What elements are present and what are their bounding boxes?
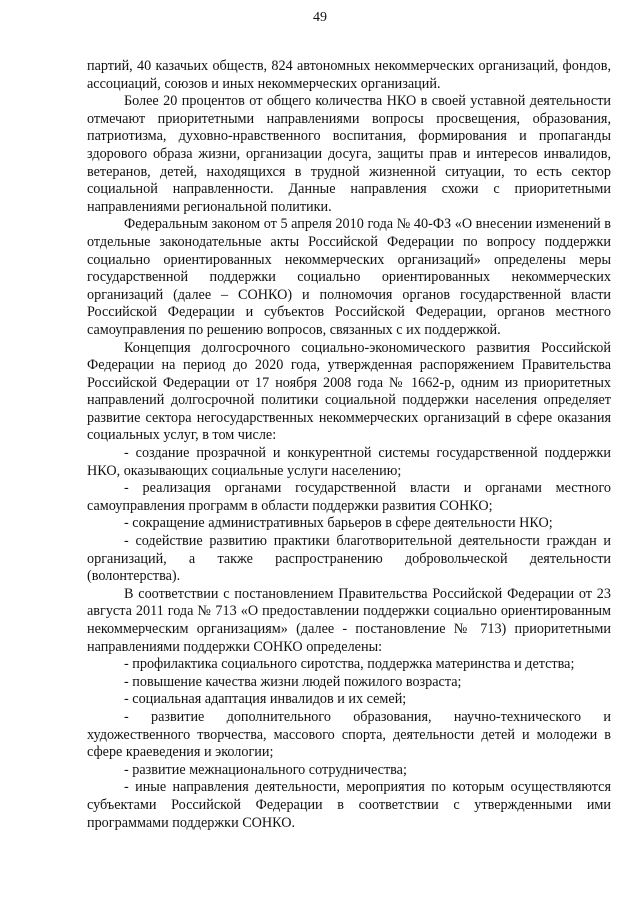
paragraph: - развитие дополнительного образования, научно-технического и художественного творчества, массового спорта, деятельности детей и молодежи в сфере краеведения и экологии; — [87, 708, 611, 761]
paragraph: - развитие межнационального сотрудничества; — [124, 761, 407, 778]
paragraph: Более 20 процентов от общего количества НКО в своей уставной деятельности отмечают приоритетными направлениями вопросы просвещения, образования, патриотизма, духовно-нравственного воспитания, формирования и пропаганды здорового образа жизни, организации досуга, защиты прав и интересов инвалидов, ветеранов, детей, находящихся в трудной жизненной ситуации, то есть сектор социальной направленности. Данные направления схожи с приоритетными направлениями региональной политики. — [87, 93, 611, 215]
paragraph: - создание прозрачной и конкурентной системы государственной поддержки НКО, оказывающих социальные услуги населению; — [87, 445, 611, 479]
body-text — [87, 58, 611, 832]
paragraph: - содействие развитию практики благотворительной деятельности граждан и организаций, а также распространению добровольческой деятельности (волонтерства). — [87, 533, 611, 585]
paragraph: - профилактика социального сиротства, поддержка материнства и детства; — [124, 656, 575, 673]
paragraph: В соответствии с постановлением Правительства Российской Федерации от 23 августа 2011 года № 713 «О предоставлении поддержки социально ориентированным некоммерческим организациям» (далее - постановление № 713) приоритетными направлениями поддержки СОНКО определены: — [87, 585, 611, 655]
paragraph: - повышение качества жизни людей пожилого возраста; — [124, 673, 462, 690]
paragraph: - иные направления деятельности, мероприятия по которым осуществляются субъектами Российской Федерации в соответствии с утвержденными ими программами поддержки СОНКО. — [87, 779, 611, 831]
paragraph: - социальная адаптация инвалидов и их семей; — [124, 691, 407, 708]
paragraph: партий, 40 казачьих обществ, 824 автономных некоммерческих организаций, фондов, ассоциаций, союзов и иных некоммерческих организаций. — [87, 58, 611, 92]
paragraph: Федеральным законом от 5 апреля 2010 года № 40-ФЗ «О внесении изменений в отдельные законодательные акты Российской Федерации по вопросу поддержки социально ориентированных некоммерческих организаций» определены меры государственной поддержки социально ориентированных некоммерческих организаций (далее – СОНКО) и полномочия органов государственной власти Российской Федерации и субъектов Российской Федерации, органов местного самоуправления по решению вопросов, связанных с их поддержкой. — [87, 216, 611, 338]
paragraph: - сокращение административных барьеров в сфере деятельности НКО; — [124, 515, 553, 532]
page-number: 49 — [313, 10, 327, 25]
paragraph: Концепция долгосрочного социально-экономического развития Российской Федерации на период до 2020 года, утвержденная распоряжением Правительства Российской Федерации от 17 ноября 2008 года № 1662-р, одним из приоритетных направлений долгосрочной политики социальной поддержки населения определяет развитие сектора негосударственных некоммерческих организаций в сфере оказания социальных услуг, в том числе: — [87, 339, 611, 444]
paragraph: - реализация органами государственной власти и органами местного самоуправления программ в области поддержки развития СОНКО; — [87, 480, 611, 514]
